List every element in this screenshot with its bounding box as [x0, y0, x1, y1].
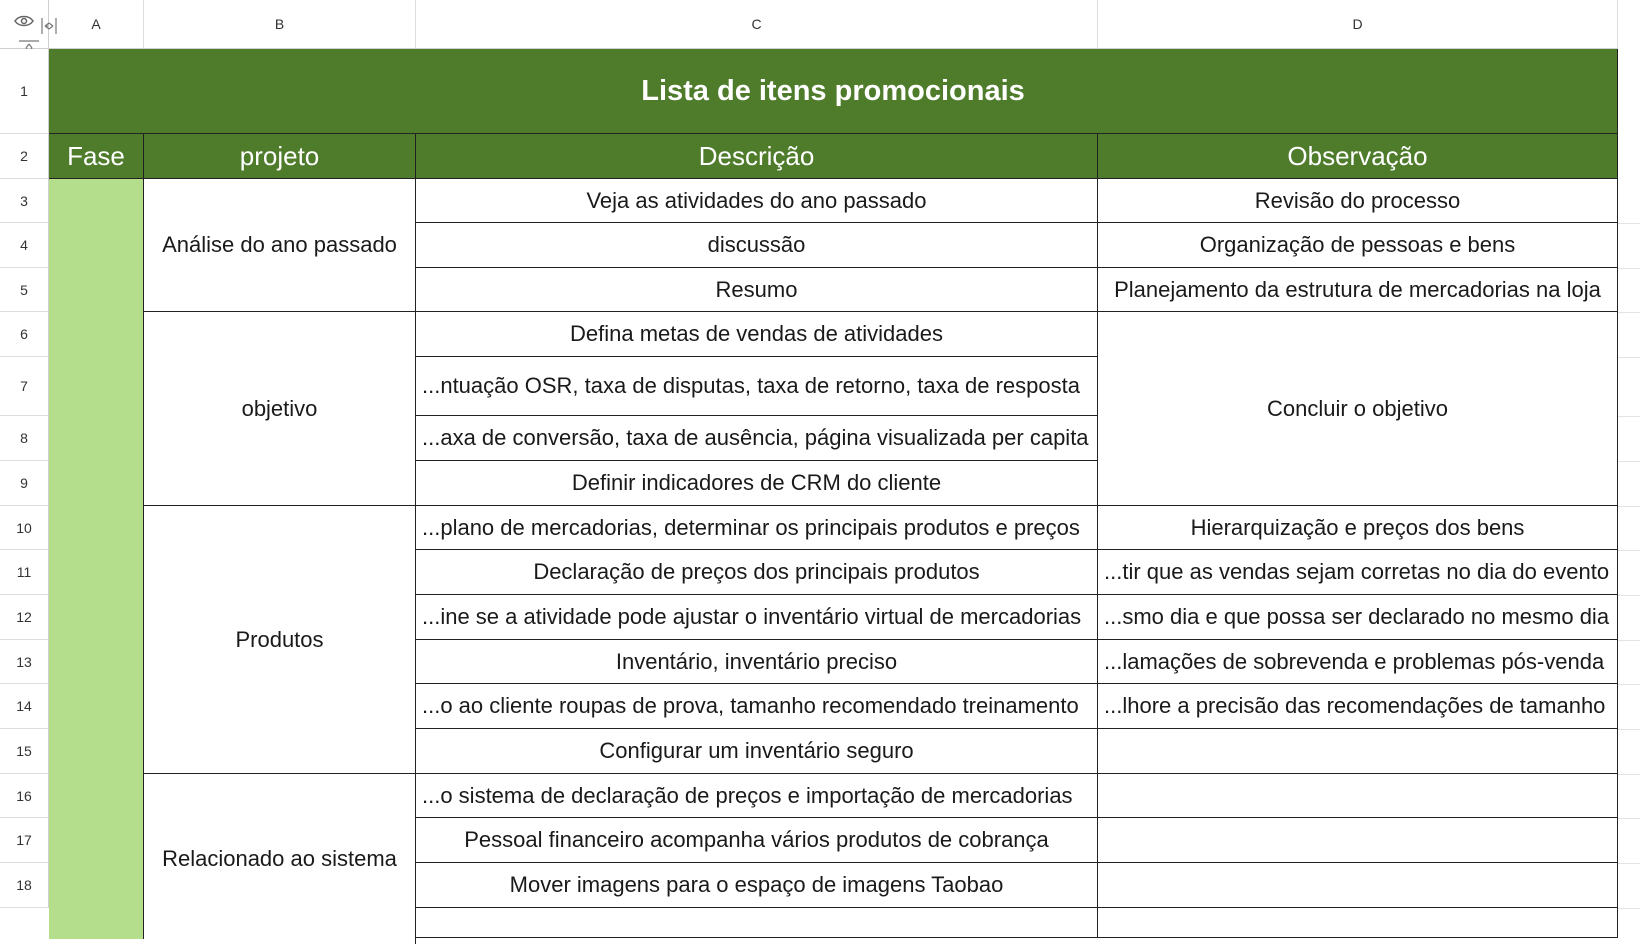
- header-fase[interactable]: Fase: [49, 134, 144, 179]
- description-cell[interactable]: Inventário, inventário preciso: [416, 640, 1098, 684]
- gridline: [1618, 223, 1640, 224]
- sheet-title[interactable]: Lista de itens promocionais: [49, 49, 1618, 134]
- description-cell[interactable]: Resumo: [416, 268, 1098, 312]
- row-header[interactable]: 5: [0, 268, 49, 312]
- column-header-a[interactable]: A: [49, 0, 144, 49]
- description-cell[interactable]: ...ntuação OSR, taxa de disputas, taxa de retorno, taxa de resposta: [416, 357, 1098, 416]
- row-header[interactable]: 14: [0, 684, 49, 729]
- gridline: [1618, 684, 1640, 685]
- description-cell[interactable]: ...o sistema de declaração de preços e importação de mercadorias: [416, 774, 1098, 818]
- project-cell[interactable]: Produtos: [144, 506, 416, 774]
- project-label: Relacionado ao sistema: [162, 846, 397, 871]
- observation-cell[interactable]: Concluir o objetivo: [1098, 312, 1618, 506]
- row-header[interactable]: 11: [0, 550, 49, 595]
- row-header[interactable]: 13: [0, 640, 49, 684]
- row-header[interactable]: 2: [0, 134, 49, 179]
- observation-cell[interactable]: Organização de pessoas e bens: [1098, 223, 1618, 268]
- observation-cell[interactable]: [1098, 863, 1618, 908]
- description-cell[interactable]: Veja as atividades do ano passado: [416, 179, 1098, 223]
- row-header[interactable]: 18: [0, 863, 49, 908]
- row-header[interactable]: 4: [0, 223, 49, 268]
- corner-cell: [0, 0, 49, 49]
- phase-cell[interactable]: [49, 179, 144, 939]
- description-cell[interactable]: Mover imagens para o espaço de imagens Taobao: [416, 863, 1098, 908]
- row-header[interactable]: 12: [0, 595, 49, 640]
- description-cell[interactable]: ...o ao cliente roupas de prova, tamanho recomendado treinamento: [416, 684, 1098, 729]
- row-header[interactable]: 9: [0, 461, 49, 506]
- gridline: [1618, 268, 1640, 269]
- description-cell[interactable]: ...ine se a atividade pode ajustar o inventário virtual de mercadorias: [416, 595, 1098, 640]
- gridline: [1618, 312, 1640, 313]
- gridline: [1618, 908, 1640, 909]
- observation-cell[interactable]: Revisão do processo: [1098, 179, 1618, 223]
- description-cell[interactable]: Pessoal financeiro acompanha vários produtos de cobrança: [416, 818, 1098, 863]
- header-descricao[interactable]: Descrição: [416, 134, 1098, 179]
- header-projeto[interactable]: projeto: [144, 134, 416, 179]
- observation-cell[interactable]: [1098, 818, 1618, 863]
- observation-cell[interactable]: [1098, 908, 1618, 938]
- observation-cell[interactable]: ...lamações de sobrevenda e problemas pós-venda: [1098, 640, 1618, 684]
- row-header[interactable]: 8: [0, 416, 49, 461]
- description-cell[interactable]: ...plano de mercadorias, determinar os principais produtos e preços: [416, 506, 1098, 550]
- gridline: [1618, 774, 1640, 775]
- gridline: [1618, 416, 1640, 417]
- header-observacao[interactable]: Observação: [1098, 134, 1618, 179]
- gridline: [1618, 595, 1640, 596]
- column-header-d[interactable]: D: [1098, 0, 1618, 49]
- row-header[interactable]: 10: [0, 506, 49, 550]
- observation-cell[interactable]: [1098, 774, 1618, 818]
- gridline: [1618, 640, 1640, 641]
- column-header-c[interactable]: C: [416, 0, 1098, 49]
- description-cell[interactable]: Declaração de preços dos principais produtos: [416, 550, 1098, 595]
- row-header[interactable]: 1: [0, 49, 49, 134]
- row-header[interactable]: 6: [0, 312, 49, 357]
- observation-cell[interactable]: ...lhore a precisão das recomendações de tamanho: [1098, 684, 1618, 729]
- observation-cell[interactable]: ...smo dia e que possa ser declarado no mesmo dia: [1098, 595, 1618, 640]
- gridline: [1618, 863, 1640, 864]
- gridline: [1618, 818, 1640, 819]
- row-header[interactable]: 16: [0, 774, 49, 818]
- row-header[interactable]: 7: [0, 357, 49, 416]
- gridline: [1618, 550, 1640, 551]
- observation-cell[interactable]: [1098, 729, 1618, 774]
- eye-icon[interactable]: [14, 14, 34, 33]
- gridline: [1618, 357, 1640, 358]
- row-header[interactable]: 15: [0, 729, 49, 774]
- description-cell[interactable]: [416, 908, 1098, 938]
- description-cell[interactable]: Definir indicadores de CRM do cliente: [416, 461, 1098, 506]
- description-cell[interactable]: Configurar um inventário seguro: [416, 729, 1098, 774]
- project-cell[interactable]: Análise do ano passado: [144, 179, 416, 312]
- project-cell[interactable]: objetivo: [144, 312, 416, 506]
- row-header[interactable]: 3: [0, 179, 49, 223]
- description-cell[interactable]: ...axa de conversão, taxa de ausência, página visualizada per capita: [416, 416, 1098, 461]
- column-header-b[interactable]: B: [144, 0, 416, 49]
- observation-cell[interactable]: ...tir que as vendas sejam corretas no dia do evento: [1098, 550, 1618, 595]
- gridline: [1618, 729, 1640, 730]
- gridline: [1618, 506, 1640, 507]
- observation-cell[interactable]: Hierarquização e preços dos bens: [1098, 506, 1618, 550]
- gridline: [1618, 461, 1640, 462]
- description-cell[interactable]: discussão: [416, 223, 1098, 268]
- description-cell[interactable]: Defina metas de vendas de atividades: [416, 312, 1098, 357]
- project-cell[interactable]: [144, 774, 416, 944]
- row-header[interactable]: 17: [0, 818, 49, 863]
- observation-cell[interactable]: Planejamento da estrutura de mercadorias na loja: [1098, 268, 1618, 312]
